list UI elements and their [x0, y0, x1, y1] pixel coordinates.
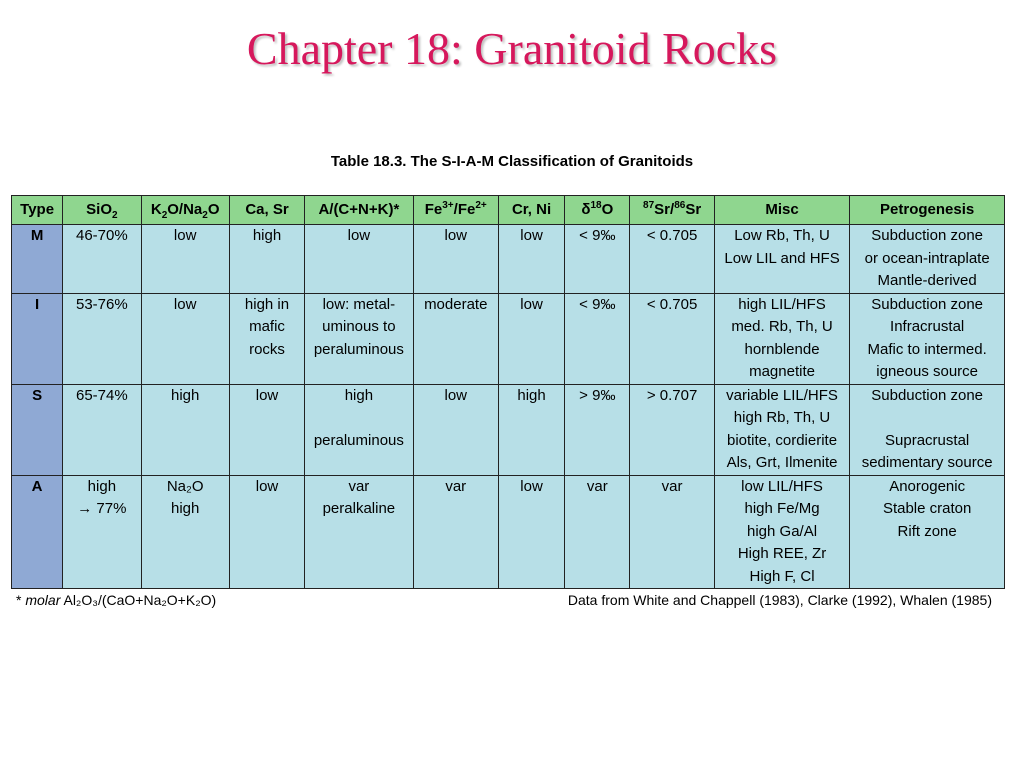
cell-cr-ni: [498, 293, 564, 384]
cell-line: var: [348, 477, 370, 495]
header-fe-ratio: $Fe^{3+}/Fe^{2+}$: [413, 196, 498, 225]
cell-delta18o: [565, 384, 630, 475]
cell-line: high in: [244, 295, 290, 313]
cell-ca-sr: [229, 384, 304, 475]
header-misc: Misc: [714, 196, 850, 225]
cell-line: low: [520, 227, 543, 244]
cell-line: High F, Cl: [749, 567, 815, 585]
cell-misc: [714, 225, 850, 294]
cell-line: peralkaline: [322, 500, 396, 517]
cell-line: hornblende: [744, 340, 820, 358]
cell-sr-ratio: [630, 384, 714, 475]
cell-line: Subduction zone: [871, 227, 984, 244]
cell-line: low LIL/HFS: [741, 477, 823, 495]
table-row: [12, 293, 1005, 384]
cell-line: med. Rb, Th, U: [731, 318, 833, 335]
cell-line: 53-76%: [76, 295, 128, 313]
cell-fe-ratio: [413, 293, 498, 384]
cell-line: var: [445, 477, 467, 495]
cell-line: [305, 407, 412, 430]
cell-line: high: [252, 227, 282, 244]
cell-type: A: [12, 475, 63, 589]
cell-line: low: [255, 386, 279, 404]
cell-ca-sr: [229, 225, 304, 294]
cell-line: High REE, Zr: [737, 545, 827, 562]
cell-line: > 9‰: [579, 386, 616, 404]
cell-cr-ni: [498, 475, 564, 589]
cell-line: Mantle-derived: [877, 272, 977, 289]
cell-line: > 0.707: [646, 386, 698, 404]
cell-line: high: [517, 386, 546, 404]
header-acnk: A/(C+N+K)*: [305, 196, 413, 225]
cell-line: mafic: [249, 318, 285, 335]
classification-table: [11, 195, 1005, 589]
cell-line: high: [171, 386, 200, 404]
cell-k2o-na2o: [141, 293, 229, 384]
cell-acnk: [305, 293, 413, 384]
footnote-molar: * molar Al₂O₃/(CaO+Na₂O+K₂O): [16, 592, 217, 608]
cell-line: → 77%: [77, 500, 127, 517]
cell-petrogenesis: [850, 384, 1005, 475]
cell-line: < 0.705: [646, 295, 698, 313]
cell-acnk: [305, 225, 413, 294]
table-caption: Table 18.3. The S-I-A-M Classification of Granitoids: [330, 153, 694, 170]
cell-line: Rift zone: [897, 522, 957, 540]
cell-acnk: [305, 384, 413, 475]
cell-line: low: [347, 227, 371, 244]
header-k2o-na2o: $K_2O/Na_2O$: [141, 196, 229, 225]
cell-fe-ratio: [413, 225, 498, 294]
cell-ca-sr: [229, 293, 304, 384]
cell-line: Mafic to intermed.: [867, 340, 987, 358]
cell-line: low: [255, 477, 279, 495]
cell-sio2: [63, 475, 141, 589]
cell-line: or ocean-intraplate: [864, 249, 990, 267]
cell-line: rocks: [249, 340, 285, 358]
header-cr-ni: Cr, Ni: [498, 196, 564, 225]
header-petrogenesis: Petrogenesis: [850, 196, 1005, 225]
cell-line: low: metal-: [322, 295, 396, 313]
cell-line: Supracrustal: [885, 431, 970, 449]
cell-line: < 0.705: [646, 227, 698, 244]
cell-type: S: [12, 384, 63, 475]
cell-sio2: [63, 225, 141, 294]
table-body: [12, 225, 1005, 589]
cell-line: high Fe/Mg: [744, 500, 820, 517]
cell-line: Low LIL and HFS: [724, 249, 840, 267]
cell-line: high LIL/HFS: [738, 295, 826, 313]
cell-line: peraluminous: [313, 340, 404, 358]
cell-cr-ni: [498, 384, 564, 475]
table-row: [12, 225, 1005, 294]
cell-type: M: [12, 225, 63, 294]
cell-line: high Rb, Th, U: [733, 409, 831, 426]
table-header-row: [12, 196, 1005, 225]
cell-line: low: [444, 386, 467, 404]
cell-line: low: [173, 295, 197, 313]
cell-line: low: [520, 477, 543, 495]
cell-line: high: [171, 500, 200, 517]
cell-line: biotite, cordierite: [727, 431, 838, 449]
cell-line: low: [173, 227, 197, 244]
cell-line: high: [344, 386, 374, 404]
cell-acnk: [305, 475, 413, 589]
footnote-source: Data from White and Chappell (1983), Clarke (1992), Whalen (1985): [567, 592, 992, 608]
cell-line: Als, Grt, Ilmenite: [726, 454, 838, 471]
cell-line: < 9‰: [579, 227, 616, 244]
table-row: [12, 475, 1005, 589]
cell-line: 65-74%: [76, 386, 128, 404]
header-sr-ratio: $^{87}$Sr/$^{86}$Sr: [630, 196, 714, 225]
cell-fe-ratio: [413, 384, 498, 475]
cell-petrogenesis: [850, 293, 1005, 384]
cell-line: var: [586, 477, 608, 495]
cell-cr-ni: [498, 225, 564, 294]
cell-line: Infracrustal: [890, 318, 965, 335]
cell-k2o-na2o: [141, 475, 229, 589]
cell-misc: [714, 384, 850, 475]
cell-line: moderate: [424, 295, 488, 313]
cell-line: sedimentary source: [861, 454, 993, 471]
cell-k2o-na2o: [141, 384, 229, 475]
cell-line: var: [661, 477, 683, 495]
cell-sr-ratio: [630, 225, 714, 294]
cell-delta18o: [565, 475, 630, 589]
cell-delta18o: [565, 293, 630, 384]
cell-sio2: [63, 384, 141, 475]
cell-type: I: [12, 293, 63, 384]
cell-line: magnetite: [749, 363, 815, 380]
cell-delta18o: [565, 225, 630, 294]
cell-line: Subduction zone: [871, 386, 984, 404]
header-sio2: SiO$_2$: [63, 196, 141, 225]
table-row: [12, 384, 1005, 475]
page-title: Chapter 18: Granitoid Rocks: [246, 23, 778, 74]
header-delta18o: $\delta^{18}O$: [565, 196, 630, 225]
cell-sr-ratio: [630, 475, 714, 589]
cell-ca-sr: [229, 475, 304, 589]
header-type: Type: [12, 196, 63, 225]
cell-fe-ratio: [413, 475, 498, 589]
cell-line: uminous to: [322, 318, 396, 335]
cell-line: Na₂O: [166, 477, 204, 495]
cell-k2o-na2o: [141, 225, 229, 294]
cell-line: peraluminous: [313, 431, 404, 449]
cell-sio2: [63, 293, 141, 384]
cell-line: [850, 407, 1004, 430]
cell-line: 46-70%: [76, 227, 128, 244]
cell-line: low: [444, 227, 467, 244]
cell-petrogenesis: [850, 475, 1005, 589]
cell-sr-ratio: [630, 293, 714, 384]
cell-misc: [714, 293, 850, 384]
cell-line: variable LIL/HFS: [726, 386, 838, 404]
cell-line: high Ga/Al: [747, 522, 818, 540]
cell-line: high: [87, 477, 117, 495]
cell-line: Stable craton: [882, 500, 972, 517]
cell-line: Low Rb, Th, U: [734, 227, 830, 244]
cell-line: Subduction zone: [871, 295, 984, 313]
cell-line: igneous source: [876, 363, 979, 380]
cell-petrogenesis: [850, 225, 1005, 294]
cell-line: Anorogenic: [889, 477, 966, 495]
cell-line: low: [520, 295, 543, 313]
cell-line: < 9‰: [579, 295, 616, 313]
cell-misc: [714, 475, 850, 589]
header-ca-sr: Ca, Sr: [229, 196, 304, 225]
